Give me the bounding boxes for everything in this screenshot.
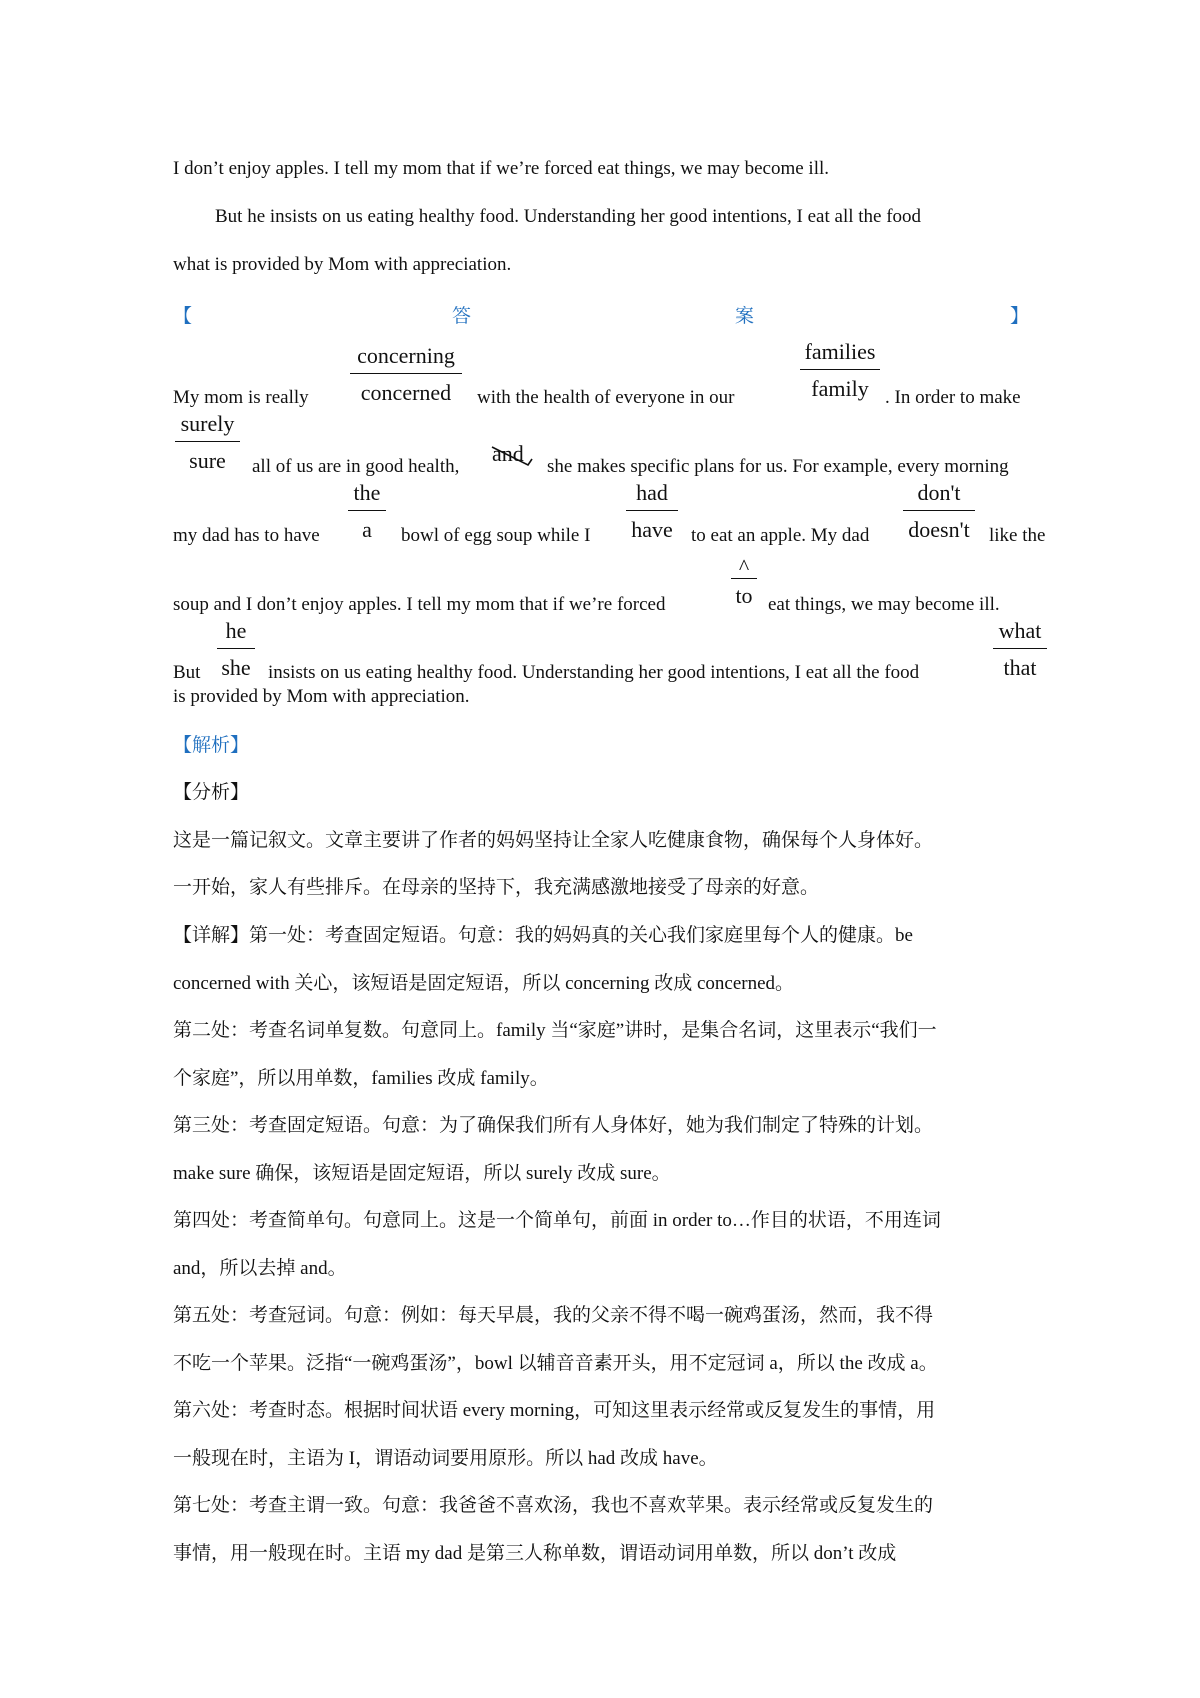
insertion-caret: ^	[731, 556, 757, 579]
detail-line: 第四处：考查简单句。句意同上。这是一个简单句，前面 in order to…作目的状语，不用连词	[173, 1210, 941, 1231]
correction-original: don't	[903, 480, 975, 511]
answer-text: bowl of egg soup while I	[401, 525, 591, 546]
strikethrough-mark	[490, 443, 534, 469]
correction-original: surely	[175, 411, 240, 442]
answer-text: she makes specific plans for us. For example, every morning	[547, 456, 1009, 477]
detail-line: 一般现在时，主语为 I，谓语动词要用原形。所以 had 改成 have。	[173, 1448, 718, 1469]
answer-text: like the	[989, 525, 1046, 546]
answer-text: But	[173, 662, 201, 683]
answer-text: all of us are in good health,	[252, 456, 460, 477]
detail-line: 个家庭”，所以用单数，families 改成 family。	[173, 1068, 549, 1089]
detail-line: and，所以去掉 and。	[173, 1258, 347, 1279]
correction-fix: sure	[189, 448, 226, 473]
question-line-3: what is provided by Mom with appreciation.	[173, 254, 512, 275]
correction-original: he	[217, 618, 255, 649]
answer-text: insists on us eating healthy food. Understanding her good intentions, I eat all the food	[268, 662, 920, 683]
detail-line: 事情，用一般现在时。主语 my dad 是第三人称单数，谓语动词用单数，所以 don’t 改成	[173, 1543, 897, 1564]
fenxi-header: 【分析】	[173, 782, 250, 803]
correction-6	[626, 480, 678, 543]
correction-5	[348, 480, 386, 543]
answer-text: my dad has to have	[173, 525, 320, 546]
correction-fix: have	[631, 517, 673, 542]
correction-fix: doesn't	[908, 517, 970, 542]
correction-fix: a	[362, 517, 372, 542]
correction-8-insertion	[731, 556, 757, 609]
correction-original: the	[348, 480, 386, 511]
answer-text: My mom is really	[173, 387, 309, 408]
correction-fix: concerned	[360, 380, 452, 405]
answer-char-2: 案	[735, 306, 755, 327]
answer-text: to eat an apple. My dad	[691, 525, 870, 546]
correction-4-deletion	[492, 441, 524, 467]
detail-line: 第七处：考查主谓一致。句意：我爸爸不喜欢汤，我也不喜欢苹果。表示经常或反复发生的	[173, 1495, 934, 1516]
correction-10	[993, 618, 1047, 681]
detail-line: 第二处：考查名词单复数。句意同上。family 当“家庭”讲时，是集合名词，这里表示“我们一	[173, 1020, 937, 1041]
correction-fix: she	[221, 655, 251, 680]
summary-line-2: 一开始，家人有些排斥。在母亲的坚持下，我充满感激地接受了母亲的好意。	[173, 877, 820, 898]
correction-1	[350, 343, 462, 406]
deleted-word: and	[492, 441, 524, 466]
question-line-2: But he insists on us eating healthy food. Understanding her good intentions, I eat all the food	[215, 206, 922, 227]
correction-7	[903, 480, 975, 543]
detail-line: make sure 确保，该短语是固定短语，所以 surely 改成 sure。	[173, 1163, 671, 1184]
answer-text: is provided by Mom with appreciation.	[173, 686, 470, 707]
correction-fix: family	[811, 376, 869, 401]
detail-line: 第三处：考查固定短语。句意：为了确保我们所有人身体好，她为我们制定了特殊的计划。	[173, 1115, 934, 1136]
detail-line: 第六处：考查时态。根据时间状语 every morning，可知这里表示经常或反复发生的事情，用	[173, 1400, 936, 1421]
correction-original: concerning	[350, 343, 462, 374]
detail-line: 【详解】第一处：考查固定短语。句意：我的妈妈真的关心我们家庭里每个人的健康。be	[173, 925, 913, 946]
correction-3	[175, 411, 240, 474]
detail-line: 第五处：考查冠词。句意：例如：每天早晨，我的父亲不得不喝一碗鸡蛋汤，然而，我不得	[173, 1305, 934, 1326]
answer-text: with the health of everyone in our	[477, 387, 735, 408]
answer-text: . In order to make	[885, 387, 1021, 408]
correction-fix: that	[1003, 655, 1037, 680]
question-line-1: I don’t enjoy apples. I tell my mom that if we’re forced eat things, we may become ill.	[173, 158, 830, 179]
correction-original: what	[993, 618, 1047, 649]
analysis-header: 【解析】	[173, 735, 250, 756]
detail-line: concerned with 关心，该短语是固定短语，所以 concerning 改成 concerned。	[173, 973, 795, 994]
answer-text: soup and I don’t enjoy apples. I tell my mom that if we’re forced	[173, 594, 666, 615]
correction-2	[800, 339, 880, 402]
summary-line-1: 这是一篇记叙文。文章主要讲了作者的妈妈坚持让全家人吃健康食物，确保每个人身体好。	[173, 830, 934, 851]
answer-bracket-right: 】	[1010, 306, 1030, 327]
correction-original: had	[626, 480, 678, 511]
correction-9	[217, 618, 255, 681]
detail-line: 不吃一个苹果。泛指“一碗鸡蛋汤”，bowl 以辅音音素开头，用不定冠词 a，所以 the 改成 a。	[173, 1353, 938, 1374]
answer-text: eat things, we may become ill.	[768, 594, 1000, 615]
correction-fix: to	[735, 583, 753, 608]
correction-original: families	[800, 339, 880, 370]
answer-bracket-left: 【	[173, 306, 193, 327]
answer-char-1: 答	[452, 306, 472, 327]
